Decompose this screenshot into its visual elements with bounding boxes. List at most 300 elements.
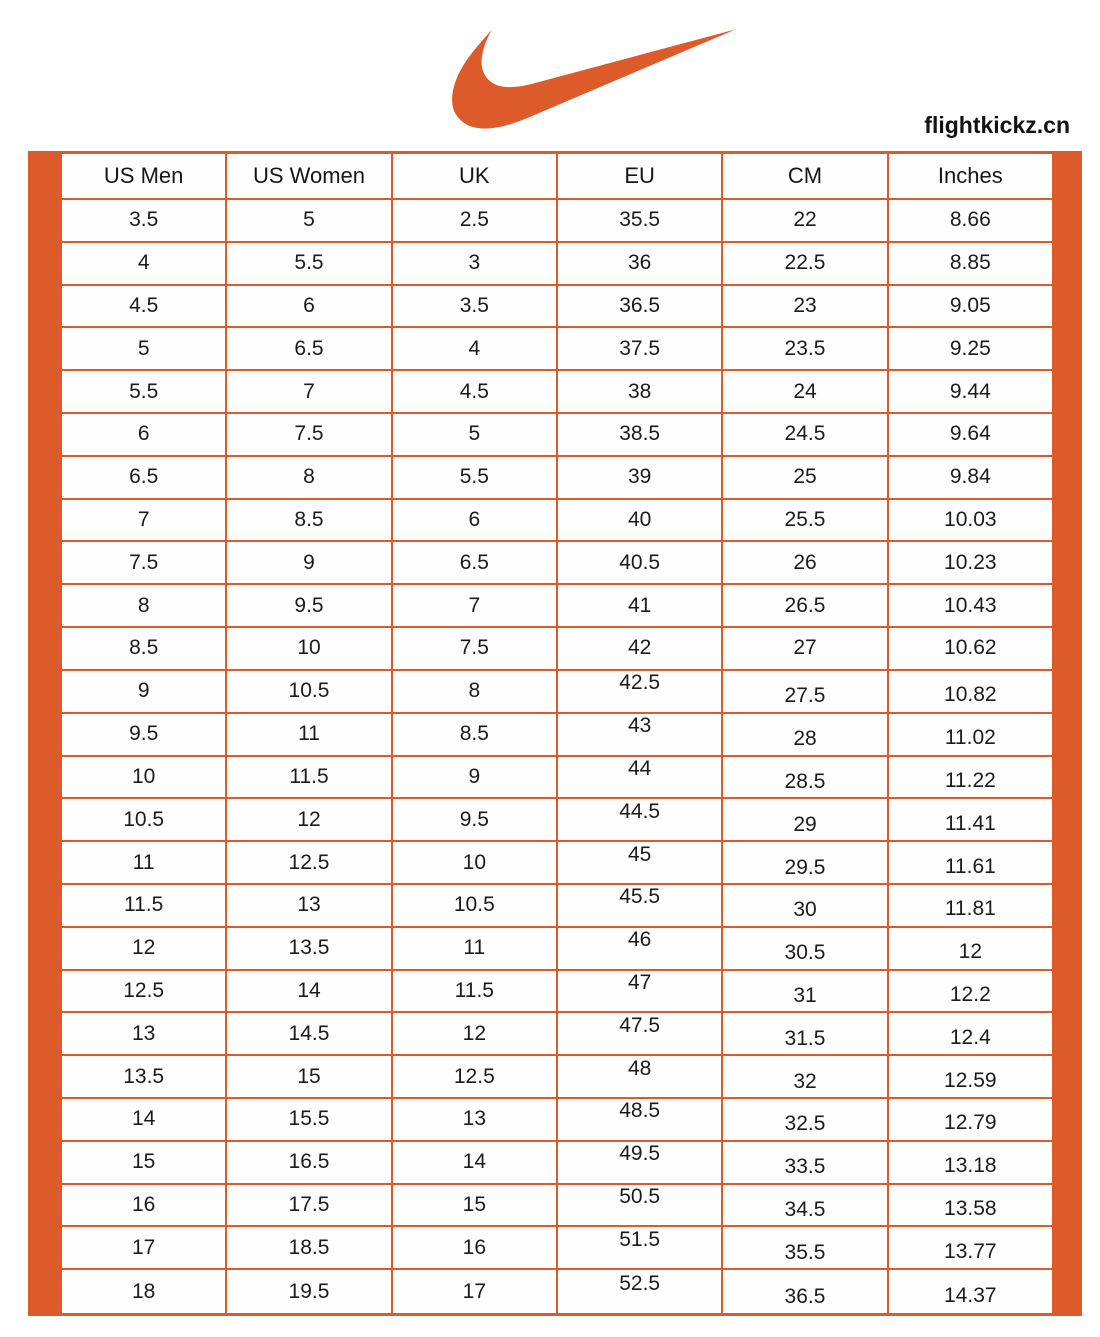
size-cell: [393, 1013, 558, 1056]
size-value: 6: [303, 294, 315, 318]
size-cell: [889, 1056, 1054, 1099]
size-cell: [62, 457, 227, 500]
size-value: 8: [468, 679, 481, 703]
size-value: 11: [132, 850, 155, 874]
size-value: 12.79: [944, 1111, 997, 1135]
size-value: 42.5: [619, 671, 661, 695]
size-cell: [393, 671, 558, 714]
size-cell: [558, 714, 723, 757]
size-cell: [889, 628, 1054, 671]
size-cell: [558, 243, 723, 286]
size-cell: [723, 1056, 888, 1099]
size-value: 44: [627, 756, 652, 780]
size-value: 7.5: [129, 550, 159, 574]
size-value: 9.5: [294, 593, 324, 617]
size-value: 14: [462, 1150, 486, 1174]
size-value: 5.5: [129, 379, 159, 403]
size-cell: [723, 1142, 888, 1185]
size-cell: [558, 928, 723, 971]
size-value: 38.5: [619, 422, 661, 446]
size-cell: [393, 200, 558, 243]
size-value: 15.5: [288, 1107, 330, 1131]
size-cell: [227, 286, 392, 329]
size-value: 6.5: [294, 336, 324, 360]
size-value: 4.5: [459, 379, 489, 403]
size-cell: [227, 628, 392, 671]
size-value: 6: [137, 422, 150, 446]
size-value: 27: [793, 636, 817, 660]
size-cell: [723, 457, 888, 500]
size-value: 4: [137, 251, 150, 275]
size-cell: [393, 243, 558, 286]
size-cell: [723, 1013, 888, 1056]
size-cell: [889, 1270, 1054, 1313]
size-cell: [227, 500, 392, 543]
size-value: 11: [298, 722, 320, 746]
size-cell: [889, 500, 1054, 543]
size-value: 18.5: [288, 1235, 330, 1259]
size-cell: [723, 842, 888, 885]
size-cell: [558, 286, 723, 329]
size-value: 10: [131, 764, 156, 788]
size-cell: [558, 885, 723, 928]
size-cell: [393, 799, 558, 842]
size-value: 9: [468, 764, 481, 788]
size-cell: [227, 1013, 392, 1056]
size-cell: [62, 328, 227, 371]
size-cell: [723, 585, 888, 628]
size-value: 10: [297, 636, 321, 660]
size-value: 32: [793, 1069, 817, 1093]
size-value: 23.5: [784, 336, 826, 360]
size-value: 5.5: [294, 251, 324, 275]
size-cell: [62, 714, 227, 757]
size-cell: [62, 842, 227, 885]
column-header: [889, 154, 1054, 200]
column-header-label: EU: [624, 163, 655, 188]
size-cell: [227, 542, 392, 585]
size-cell: [227, 328, 392, 371]
size-value: 12: [462, 1021, 486, 1045]
size-cell: [62, 414, 227, 457]
column-header-label: Inches: [937, 163, 1003, 188]
size-chart-table: [28, 151, 1082, 1316]
size-value: 31.5: [784, 1026, 826, 1050]
size-cell: [62, 971, 227, 1014]
size-cell: [558, 971, 723, 1014]
size-cell: [889, 1185, 1054, 1228]
size-value: 13.5: [288, 936, 330, 960]
size-cell: [723, 286, 888, 329]
size-value: 43: [627, 714, 652, 738]
size-value: 28.5: [784, 769, 826, 793]
size-value: 40.5: [619, 550, 661, 574]
size-value: 14.37: [944, 1283, 997, 1307]
size-cell: [889, 928, 1054, 971]
size-cell: [62, 243, 227, 286]
size-cell: [558, 757, 723, 800]
size-value: 25: [793, 465, 817, 489]
size-cell: [723, 200, 888, 243]
size-value: 10.5: [453, 893, 495, 917]
size-value: 4.5: [129, 294, 159, 318]
size-value: 16: [131, 1192, 156, 1216]
size-value: 9.5: [459, 807, 489, 831]
size-value: 45: [627, 842, 652, 866]
size-cell: [227, 585, 392, 628]
size-cell: [393, 542, 558, 585]
size-cell: [889, 1099, 1054, 1142]
size-cell: [227, 1056, 392, 1099]
nike-swoosh-svg: [452, 2, 736, 138]
size-value: 11.22: [944, 768, 996, 792]
size-cell: [393, 757, 558, 800]
size-cell: [62, 628, 227, 671]
size-value: 15: [131, 1150, 156, 1174]
size-cell: [227, 928, 392, 971]
size-cell: [723, 371, 888, 414]
size-cell: [227, 1185, 392, 1228]
size-value: 5: [137, 336, 150, 360]
size-value: 36.5: [619, 294, 661, 318]
size-cell: [558, 328, 723, 371]
column-header-label: UK: [459, 163, 490, 188]
size-value: 8.5: [459, 722, 489, 746]
size-cell: [227, 757, 392, 800]
size-cell: [393, 971, 558, 1014]
size-cell: [227, 457, 392, 500]
size-cell: [393, 628, 558, 671]
size-cell: [393, 286, 558, 329]
size-value: 17: [462, 1279, 486, 1303]
size-cell: [62, 1099, 227, 1142]
size-cell: [62, 671, 227, 714]
size-cell: [723, 328, 888, 371]
size-value: 50.5: [619, 1184, 661, 1208]
size-cell: [62, 200, 227, 243]
size-value: 17.5: [288, 1192, 330, 1216]
size-value: 13.18: [944, 1154, 997, 1178]
size-value: 26.5: [784, 593, 826, 617]
size-cell: [889, 842, 1054, 885]
size-value: 10.03: [944, 508, 997, 532]
size-value: 10.23: [944, 550, 997, 574]
size-value: 39: [627, 465, 652, 489]
size-value: 9.44: [949, 379, 991, 403]
size-value: 13: [131, 1021, 156, 1045]
size-cell: [227, 971, 392, 1014]
size-value: 14.5: [288, 1021, 330, 1045]
size-value: 26: [793, 550, 817, 574]
size-value: 9: [137, 679, 150, 703]
left-accent-bar: [31, 154, 62, 1313]
size-cell: [889, 1013, 1054, 1056]
size-cell: [227, 200, 392, 243]
size-cell: [62, 585, 227, 628]
size-cell: [227, 371, 392, 414]
size-value: 25.5: [784, 508, 826, 532]
size-cell: [558, 1185, 723, 1228]
size-cell: [723, 542, 888, 585]
size-value: 35.5: [784, 1240, 826, 1264]
size-cell: [393, 842, 558, 885]
size-cell: [723, 1227, 888, 1270]
size-value: 51.5: [619, 1227, 661, 1251]
size-value: 12: [297, 807, 321, 831]
size-cell: [723, 928, 888, 971]
size-value: 6: [468, 508, 481, 532]
size-value: 12: [958, 940, 982, 964]
size-cell: [227, 885, 392, 928]
size-cell: [889, 371, 1054, 414]
size-value: 6.5: [459, 550, 489, 574]
size-cell: [62, 928, 227, 971]
size-cell: [558, 628, 723, 671]
size-cell: [723, 671, 888, 714]
size-cell: [393, 414, 558, 457]
size-value: 38: [627, 379, 652, 403]
size-value: 6.5: [129, 465, 159, 489]
size-cell: [889, 457, 1054, 500]
size-value: 7: [137, 508, 150, 532]
size-value: 12.4: [949, 1025, 991, 1049]
size-value: 5: [468, 422, 481, 446]
size-cell: [393, 585, 558, 628]
size-cell: [889, 243, 1054, 286]
size-value: 11.5: [454, 978, 494, 1002]
size-cell: [723, 243, 888, 286]
size-value: 11.5: [124, 893, 164, 917]
size-cell: [393, 1142, 558, 1185]
size-value: 10.82: [944, 683, 997, 707]
size-value: 11.41: [944, 811, 996, 835]
size-value: 24: [793, 379, 817, 403]
size-cell: [889, 799, 1054, 842]
column-header: [62, 154, 227, 200]
size-value: 3.5: [129, 208, 159, 232]
size-value: 9: [303, 550, 315, 574]
size-cell: [393, 1270, 558, 1313]
size-cell: [62, 542, 227, 585]
size-cell: [558, 799, 723, 842]
size-value: 9.05: [949, 294, 991, 318]
size-cell: [889, 200, 1054, 243]
size-cell: [558, 200, 723, 243]
size-value: 41: [627, 593, 652, 617]
size-cell: [558, 414, 723, 457]
size-cell: [393, 928, 558, 971]
column-header: [227, 154, 392, 200]
size-value: 27.5: [784, 684, 826, 708]
nike-swoosh-icon: [452, 2, 736, 138]
size-cell: [723, 971, 888, 1014]
size-value: 24.5: [784, 422, 826, 446]
size-value: 13: [297, 893, 321, 917]
size-cell: [62, 500, 227, 543]
size-value: 30.5: [784, 941, 826, 965]
size-cell: [558, 542, 723, 585]
size-value: 22: [793, 208, 817, 232]
column-header-label: CM: [787, 163, 823, 188]
size-cell: [393, 500, 558, 543]
size-cell: [227, 842, 392, 885]
size-cell: [889, 286, 1054, 329]
size-value: 11.5: [289, 764, 329, 788]
size-value: 47: [627, 970, 652, 994]
size-cell: [889, 757, 1054, 800]
size-value: 3.5: [459, 294, 489, 318]
size-value: 28: [793, 727, 817, 751]
size-cell: [723, 1185, 888, 1228]
size-cell: [393, 1227, 558, 1270]
size-cell: [558, 842, 723, 885]
size-cell: [62, 1185, 227, 1228]
size-cell: [558, 585, 723, 628]
size-value: 17: [131, 1235, 156, 1259]
column-header-label: US Women: [252, 163, 366, 188]
size-value: 12.5: [123, 978, 165, 1002]
size-value: 9.5: [129, 722, 159, 746]
size-cell: [723, 500, 888, 543]
size-value: 2.5: [459, 208, 489, 232]
size-value: 7.5: [459, 636, 489, 660]
size-cell: [227, 243, 392, 286]
size-cell: [889, 1142, 1054, 1185]
size-value: 11.61: [944, 854, 996, 878]
size-cell: [62, 799, 227, 842]
column-header-label: US Men: [103, 163, 184, 188]
size-cell: [227, 671, 392, 714]
size-value: 13.77: [944, 1239, 997, 1263]
size-value: 30: [793, 898, 817, 922]
size-cell: [889, 671, 1054, 714]
size-cell: [723, 628, 888, 671]
size-cell: [558, 1099, 723, 1142]
size-value: 36: [627, 251, 652, 275]
size-value: 22.5: [784, 251, 826, 275]
size-value: 3: [468, 251, 481, 275]
size-value: 9.64: [949, 422, 991, 446]
column-header: [393, 154, 558, 200]
size-value: 10: [462, 850, 486, 874]
size-cell: [393, 1099, 558, 1142]
size-value: 11.02: [944, 726, 996, 750]
size-cell: [393, 371, 558, 414]
size-value: 29: [793, 812, 817, 836]
size-value: 8.85: [949, 251, 991, 275]
size-value: 8.66: [949, 208, 991, 232]
size-value: 8: [137, 593, 150, 617]
size-cell: [62, 1142, 227, 1185]
size-value: 12.5: [453, 1064, 495, 1088]
size-cell: [62, 885, 227, 928]
size-value: 42: [627, 636, 652, 660]
size-cell: [889, 585, 1054, 628]
size-value: 31: [793, 983, 817, 1007]
size-value: 5: [303, 208, 315, 232]
size-grid: [62, 154, 1054, 1313]
column-header: [558, 154, 723, 200]
size-cell: [889, 885, 1054, 928]
size-value: 47.5: [619, 1013, 661, 1037]
size-cell: [889, 414, 1054, 457]
size-value: 8: [303, 465, 315, 489]
size-cell: [889, 1227, 1054, 1270]
size-cell: [62, 757, 227, 800]
size-value: 14: [131, 1107, 156, 1131]
size-cell: [393, 328, 558, 371]
size-value: 33.5: [784, 1155, 826, 1179]
size-cell: [62, 1227, 227, 1270]
size-cell: [558, 1142, 723, 1185]
size-value: 19.5: [288, 1279, 330, 1303]
size-value: 18: [131, 1279, 156, 1303]
size-cell: [393, 885, 558, 928]
size-cell: [227, 414, 392, 457]
size-value: 7: [468, 593, 481, 617]
size-cell: [889, 542, 1054, 585]
nike-swoosh-path: [452, 29, 736, 128]
size-value: 46: [627, 928, 652, 952]
size-cell: [723, 714, 888, 757]
size-value: 12.2: [949, 982, 991, 1006]
size-cell: [558, 1056, 723, 1099]
size-cell: [227, 1099, 392, 1142]
size-value: 8.5: [294, 508, 324, 532]
size-cell: [723, 885, 888, 928]
size-cell: [558, 371, 723, 414]
site-domain-text: flightkickz.cn: [924, 112, 1070, 138]
size-cell: [393, 714, 558, 757]
size-cell: [889, 714, 1054, 757]
size-cell: [723, 1099, 888, 1142]
size-value: 11: [463, 936, 486, 960]
size-value: 23: [793, 294, 817, 318]
size-value: 10.62: [944, 636, 997, 660]
size-value: 15: [297, 1064, 321, 1088]
size-cell: [227, 1227, 392, 1270]
size-cell: [723, 757, 888, 800]
size-cell: [723, 799, 888, 842]
size-cell: [889, 328, 1054, 371]
size-cell: [393, 457, 558, 500]
size-cell: [62, 286, 227, 329]
size-value: 29.5: [784, 855, 826, 879]
size-cell: [393, 1056, 558, 1099]
size-value: 16.5: [288, 1150, 330, 1174]
size-value: 45.5: [619, 885, 661, 909]
right-accent-bar: [1054, 154, 1079, 1313]
size-value: 12: [131, 936, 156, 960]
size-value: 34.5: [784, 1197, 826, 1221]
size-cell: [558, 457, 723, 500]
size-value: 10.43: [944, 593, 997, 617]
size-value: 8.5: [129, 636, 159, 660]
size-cell: [62, 1056, 227, 1099]
size-value: 52.5: [619, 1271, 661, 1295]
size-cell: [393, 1185, 558, 1228]
size-cell: [227, 714, 392, 757]
size-cell: [62, 371, 227, 414]
size-value: 44.5: [619, 799, 661, 823]
size-cell: [227, 799, 392, 842]
size-cell: [62, 1270, 227, 1313]
size-value: 15: [462, 1192, 486, 1216]
size-cell: [62, 1013, 227, 1056]
size-value: 32.5: [784, 1112, 826, 1136]
size-value: 12.5: [288, 850, 330, 874]
size-cell: [227, 1270, 392, 1313]
